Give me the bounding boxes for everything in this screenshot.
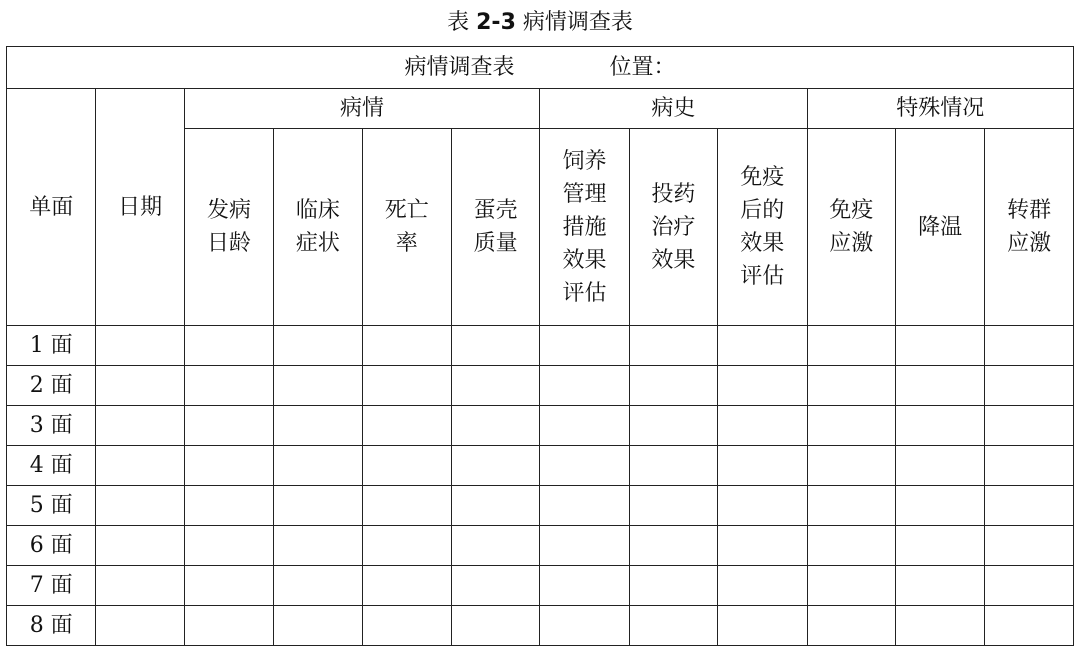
row-label: 1 面 xyxy=(7,326,96,366)
table-row xyxy=(7,366,1074,406)
table-row xyxy=(7,326,1074,366)
data-cell[interactable] xyxy=(96,446,184,486)
data-cell[interactable] xyxy=(362,446,451,486)
data-cell[interactable] xyxy=(718,326,807,366)
table-row xyxy=(7,606,1074,646)
row-label: 7 面 xyxy=(7,566,96,606)
data-cell[interactable] xyxy=(807,366,895,406)
data-cell[interactable] xyxy=(718,486,807,526)
data-cell[interactable] xyxy=(362,406,451,446)
data-cell[interactable] xyxy=(807,486,895,526)
data-cell[interactable] xyxy=(274,606,362,646)
data-cell[interactable] xyxy=(362,566,451,606)
data-cell[interactable] xyxy=(274,486,362,526)
data-cell[interactable] xyxy=(985,326,1074,366)
data-cell[interactable] xyxy=(629,406,717,446)
data-cell[interactable] xyxy=(895,526,984,566)
table-row xyxy=(7,526,1074,566)
data-cell[interactable] xyxy=(540,366,629,406)
data-cell[interactable] xyxy=(895,606,984,646)
data-cell[interactable] xyxy=(985,406,1074,446)
data-cell[interactable] xyxy=(274,366,362,406)
data-cell[interactable] xyxy=(985,606,1074,646)
data-cell[interactable] xyxy=(540,446,629,486)
caption-number: 2-3 xyxy=(476,10,516,35)
row-label: 2 面 xyxy=(7,366,96,406)
data-cell[interactable] xyxy=(629,366,717,406)
table-row xyxy=(7,566,1074,606)
table-row xyxy=(7,406,1074,446)
data-cell[interactable] xyxy=(96,326,184,366)
data-cell[interactable] xyxy=(274,406,362,446)
header-date: 日期 xyxy=(96,89,184,326)
row-label: 3 面 xyxy=(7,406,96,446)
data-cell[interactable] xyxy=(362,606,451,646)
data-cell[interactable] xyxy=(96,566,184,606)
data-cell[interactable] xyxy=(362,486,451,526)
data-cell[interactable] xyxy=(985,566,1074,606)
header-medication-effect: 投药治疗效果 xyxy=(629,129,717,326)
table-row xyxy=(7,486,1074,526)
data-cell[interactable] xyxy=(96,406,184,446)
data-cell[interactable] xyxy=(96,366,184,406)
data-cell[interactable] xyxy=(184,526,273,566)
data-cell[interactable] xyxy=(451,606,539,646)
data-cell[interactable] xyxy=(629,446,717,486)
data-cell[interactable] xyxy=(807,566,895,606)
data-cell[interactable] xyxy=(985,486,1074,526)
data-cell[interactable] xyxy=(895,366,984,406)
table-title-cell xyxy=(7,47,1074,89)
data-cell[interactable] xyxy=(184,406,273,446)
group-special: 特殊情况 xyxy=(807,89,1073,129)
data-cell[interactable] xyxy=(451,566,539,606)
row-label: 6 面 xyxy=(7,526,96,566)
data-cell[interactable] xyxy=(184,366,273,406)
data-cell[interactable] xyxy=(718,366,807,406)
data-cell[interactable] xyxy=(895,486,984,526)
header-mortality-rate: 死亡率 xyxy=(362,129,451,326)
data-cell[interactable] xyxy=(895,566,984,606)
table-caption xyxy=(0,8,1080,38)
data-cell[interactable] xyxy=(540,406,629,446)
data-cell[interactable] xyxy=(540,566,629,606)
data-cell[interactable] xyxy=(718,446,807,486)
data-cell[interactable] xyxy=(895,446,984,486)
header-management-evaluation: 饲养管理措施效果评估 xyxy=(540,129,629,326)
data-cell[interactable] xyxy=(362,326,451,366)
data-cell[interactable] xyxy=(718,606,807,646)
table-row xyxy=(7,446,1074,486)
header-immunization-stress: 免疫应激 xyxy=(807,129,895,326)
data-cell[interactable] xyxy=(96,486,184,526)
data-cell[interactable] xyxy=(629,606,717,646)
data-cell[interactable] xyxy=(274,566,362,606)
header-clinical-symptoms: 临床症状 xyxy=(274,129,362,326)
data-cell[interactable] xyxy=(540,606,629,646)
header-eggshell-quality: 蛋壳质量 xyxy=(451,129,539,326)
table-title: 病情调查表 xyxy=(404,54,515,80)
data-cell[interactable] xyxy=(274,526,362,566)
data-cell[interactable] xyxy=(540,526,629,566)
header-cooling: 降温 xyxy=(895,129,984,326)
group-condition: 病情 xyxy=(184,89,540,129)
data-cell[interactable] xyxy=(540,326,629,366)
data-cell[interactable] xyxy=(274,446,362,486)
data-cell[interactable] xyxy=(629,526,717,566)
data-cell[interactable] xyxy=(451,486,539,526)
data-cell[interactable] xyxy=(629,566,717,606)
location-label: 位置： xyxy=(609,54,676,80)
data-cell[interactable] xyxy=(718,406,807,446)
data-cell[interactable] xyxy=(985,366,1074,406)
caption-title: 病情调查表 xyxy=(522,10,633,35)
data-cell[interactable] xyxy=(985,526,1074,566)
data-cell[interactable] xyxy=(807,606,895,646)
row-label: 4 面 xyxy=(7,446,96,486)
disease-survey-table xyxy=(6,46,1074,646)
data-cell[interactable] xyxy=(807,446,895,486)
data-cell[interactable] xyxy=(451,526,539,566)
data-cell[interactable] xyxy=(184,606,273,646)
row-label: 8 面 xyxy=(7,606,96,646)
header-transfer-stress: 转群应激 xyxy=(985,129,1074,326)
header-unit: 单面 xyxy=(7,89,96,326)
data-cell[interactable] xyxy=(718,566,807,606)
data-cell[interactable] xyxy=(895,326,984,366)
data-cell[interactable] xyxy=(184,446,273,486)
data-cell[interactable] xyxy=(362,366,451,406)
data-cell[interactable] xyxy=(184,566,273,606)
data-cell[interactable] xyxy=(629,486,717,526)
data-cell[interactable] xyxy=(96,526,184,566)
data-cell[interactable] xyxy=(895,406,984,446)
data-cell[interactable] xyxy=(451,406,539,446)
data-cell[interactable] xyxy=(184,486,273,526)
caption-prefix: 表 xyxy=(447,10,470,35)
data-cell[interactable] xyxy=(184,326,273,366)
row-label: 5 面 xyxy=(7,486,96,526)
data-cell[interactable] xyxy=(451,326,539,366)
data-cell[interactable] xyxy=(629,326,717,366)
data-cell[interactable] xyxy=(718,526,807,566)
data-cell[interactable] xyxy=(274,326,362,366)
data-cell[interactable] xyxy=(540,486,629,526)
data-cell[interactable] xyxy=(807,526,895,566)
data-cell[interactable] xyxy=(451,366,539,406)
group-history: 病史 xyxy=(540,89,807,129)
data-cell[interactable] xyxy=(807,406,895,446)
data-cell[interactable] xyxy=(362,526,451,566)
data-cell[interactable] xyxy=(807,326,895,366)
header-post-immunization-evaluation: 免疫后的效果评估 xyxy=(718,129,807,326)
data-cell[interactable] xyxy=(96,606,184,646)
header-onset-age: 发病日龄 xyxy=(184,129,273,326)
data-cell[interactable] xyxy=(451,446,539,486)
data-cell[interactable] xyxy=(985,446,1074,486)
